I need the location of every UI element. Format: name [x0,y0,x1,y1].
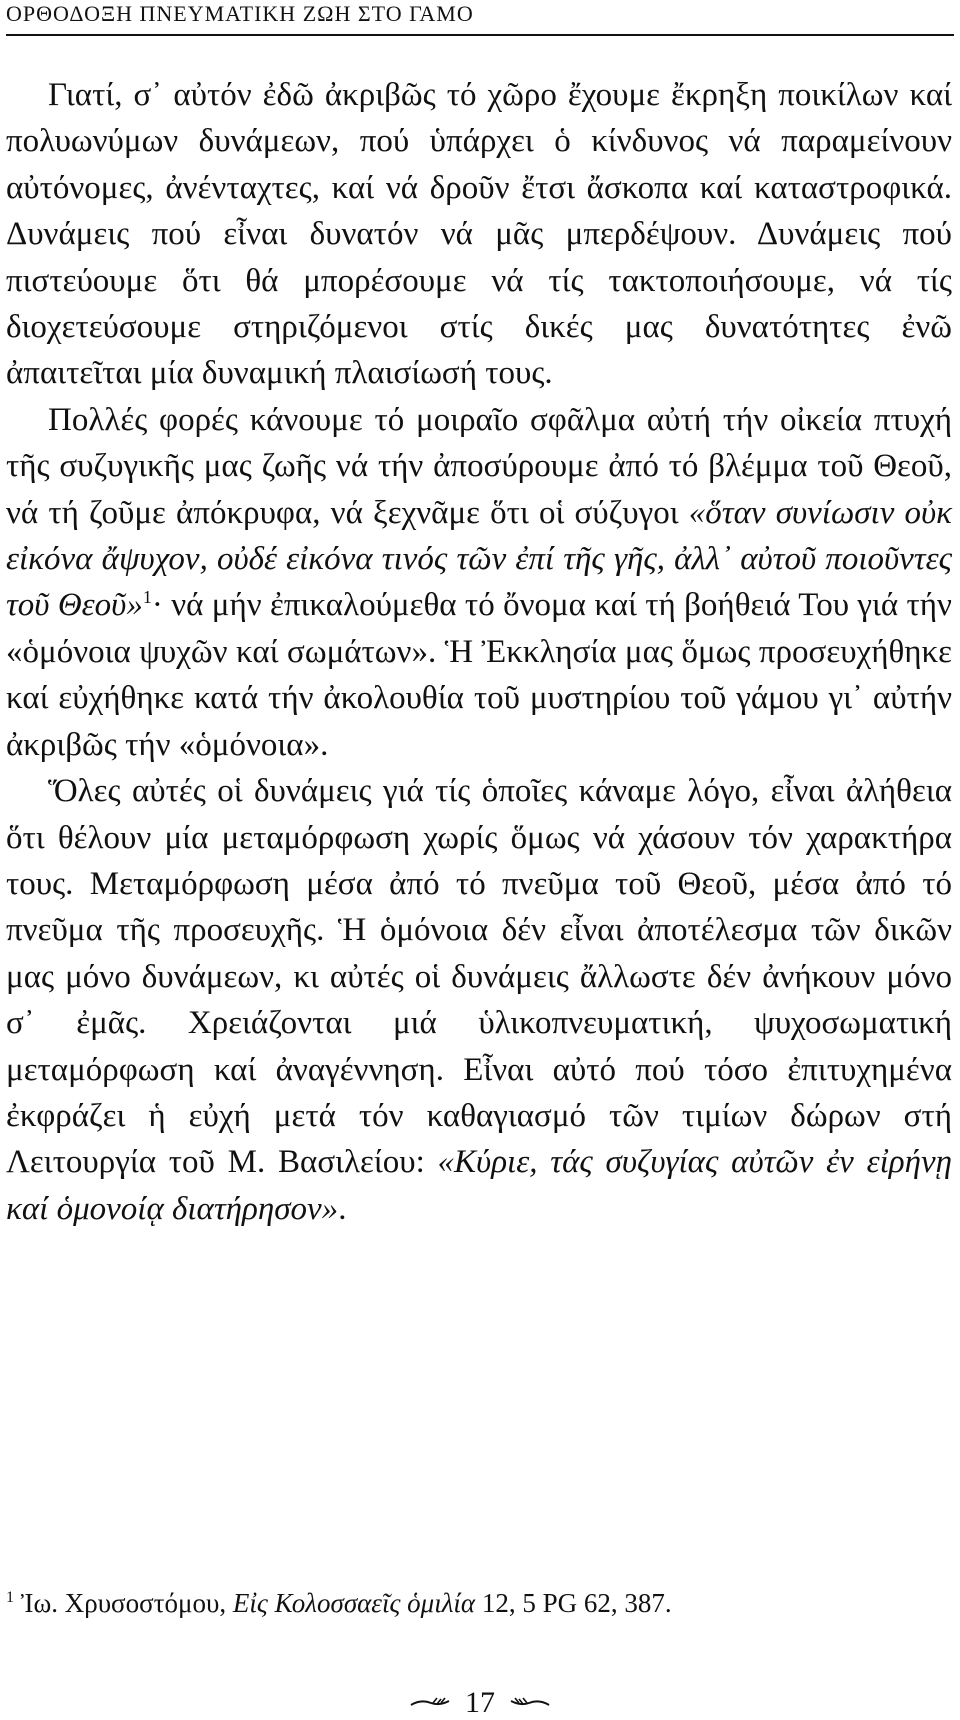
paragraph-2 [6,397,952,768]
footnote-work-title: Εἰς Κολοσσαεῖς ὁμιλία [232,1588,476,1618]
paragraph-3-end: . [338,1190,347,1227]
paragraph-1-text: Γιατί, σ᾽ αὐτόν ἐδῶ ἀκριβῶς τό χῶρο ἔχουμε ἔκρηξη ποικίλων καί πολυωνύμων δυνάμεων, πού ὑπάρχει ὁ κίνδυνος νά παραμείνουν αὐτόνομες, ἀνένταχτες, καί νά δροῦν ἔτσι ἄσκοπα καί καταστροφικά. Δυνάμεις πού εἶναι δυνατόν νά μᾶς μπερδέψουν. Δυνάμεις πού πιστεύουμε ὅτι θά μπορέσουμε νά τίς τακτοποιήσουμε, νά τίς διοχετεύσουμε στηριζόμενοι στίς δικές μας δυνατότητες ἐνῶ ἀπαιτεῖται μία δυναμική πλαισίωσή τους. [6,77,952,392]
footnote [6,1586,952,1620]
footnote-citation: 12, 5 PG 62, 387. [475,1588,672,1618]
right-ornament-icon [509,1695,551,1711]
paragraph-1 [6,72,952,397]
running-header: ΟΡΘΟΔΟΞΗ ΠΝΕΥΜΑΤΙΚΗ ΖΩΗ ΣΤΟ ΓΑΜΟ [6,0,954,36]
paragraph-2-text-a: Πολλές φορές κάνουμε τό μοιραῖο σφᾶλμα αὐτή τήν οἰκεία πτυχή τῆς συζυγικῆς μας ζωῆς νά τήν ἀποσύρουμε ἀπό τό βλέμμα τοῦ Θεοῦ, νά τή ζοῦμε ἀπόκρυφα, νά ξεχνᾶμε ὅτι οἱ σύζυγοι [6,401,952,531]
paragraph-2-text-b: · νά μήν ἐπικαλούμεθα τό ὄνομα καί τή βοήθειά Του γιά τήν «ὁμόνοια ψυχῶν καί σωμάτων». Ἡ Ἐκκλησία μας ὅμως προσευχήθηκε καί εὐχήθηκε κατά τήν ἀκολουθία τοῦ μυστηρίου τοῦ γάμου γι᾽ αὐτήν ἀκριβῶς τήν «ὁμόνοια». [6,587,952,763]
page-number: 17 [465,1686,495,1719]
chrysostom-quote: «ὅταν συνίωσιν οὐκ εἰκόνα ἄψυχον, οὐδέ εἰκόνα τινός τῶν ἐπί τῆς γῆς, ἀλλ᾽ αὐτοῦ ποιοῦντες τοῦ Θεοῦ» [6,494,952,624]
footnote-number: 1 [6,1589,14,1606]
left-ornament-icon [409,1695,451,1711]
footnote-reference: 1 [142,587,152,608]
page-folio [0,1686,960,1720]
footnote-author: Ἰω. Χρυσοστόμου, [14,1588,233,1618]
paragraph-3 [6,768,952,1232]
paragraph-3-text-a: Ὅλες αὐτές οἱ δυνάμεις γιά τίς ὁποῖες κάναμε λόγο, εἶναι ἀλήθεια ὅτι θέλουν μία μεταμόρφωση χωρίς ὅμως νά χάσουν τόν χαρακτήρα τους. Μεταμόρφωση μέσα ἀπό τό πνεῦμα τοῦ Θεοῦ, μέσα ἀπό τό πνεῦμα τῆς προσευχῆς. Ἡ ὁμόνοια δέν εἶναι ἀποτέλεσμα τῶν δικῶν μας μόνο δυνάμεων, κι αὐτές οἱ δυνάμεις ἄλλωστε δέν ἀνήκουν μόνο σ᾽ ἐμᾶς. Χρειάζονται μιά ὑλικοπνευματική, ψυχοσωματική μεταμόρφωση καί ἀναγέννηση. Εἶναι αὐτό πού τόσο ἐπιτυχημένα ἐκφράζει ἡ εὐχή μετά τόν καθαγιασμό τῶν τιμίων δώρων στή Λειτουργία τοῦ Μ. Βασιλείου: [6,773,952,1181]
liturgy-quote: «Κύριε, τάς συζυγίας αὐτῶν ἐν εἰρήνῃ καί ὁμονοίᾳ διατήρησον» [6,1144,953,1227]
body-text [6,72,952,1232]
